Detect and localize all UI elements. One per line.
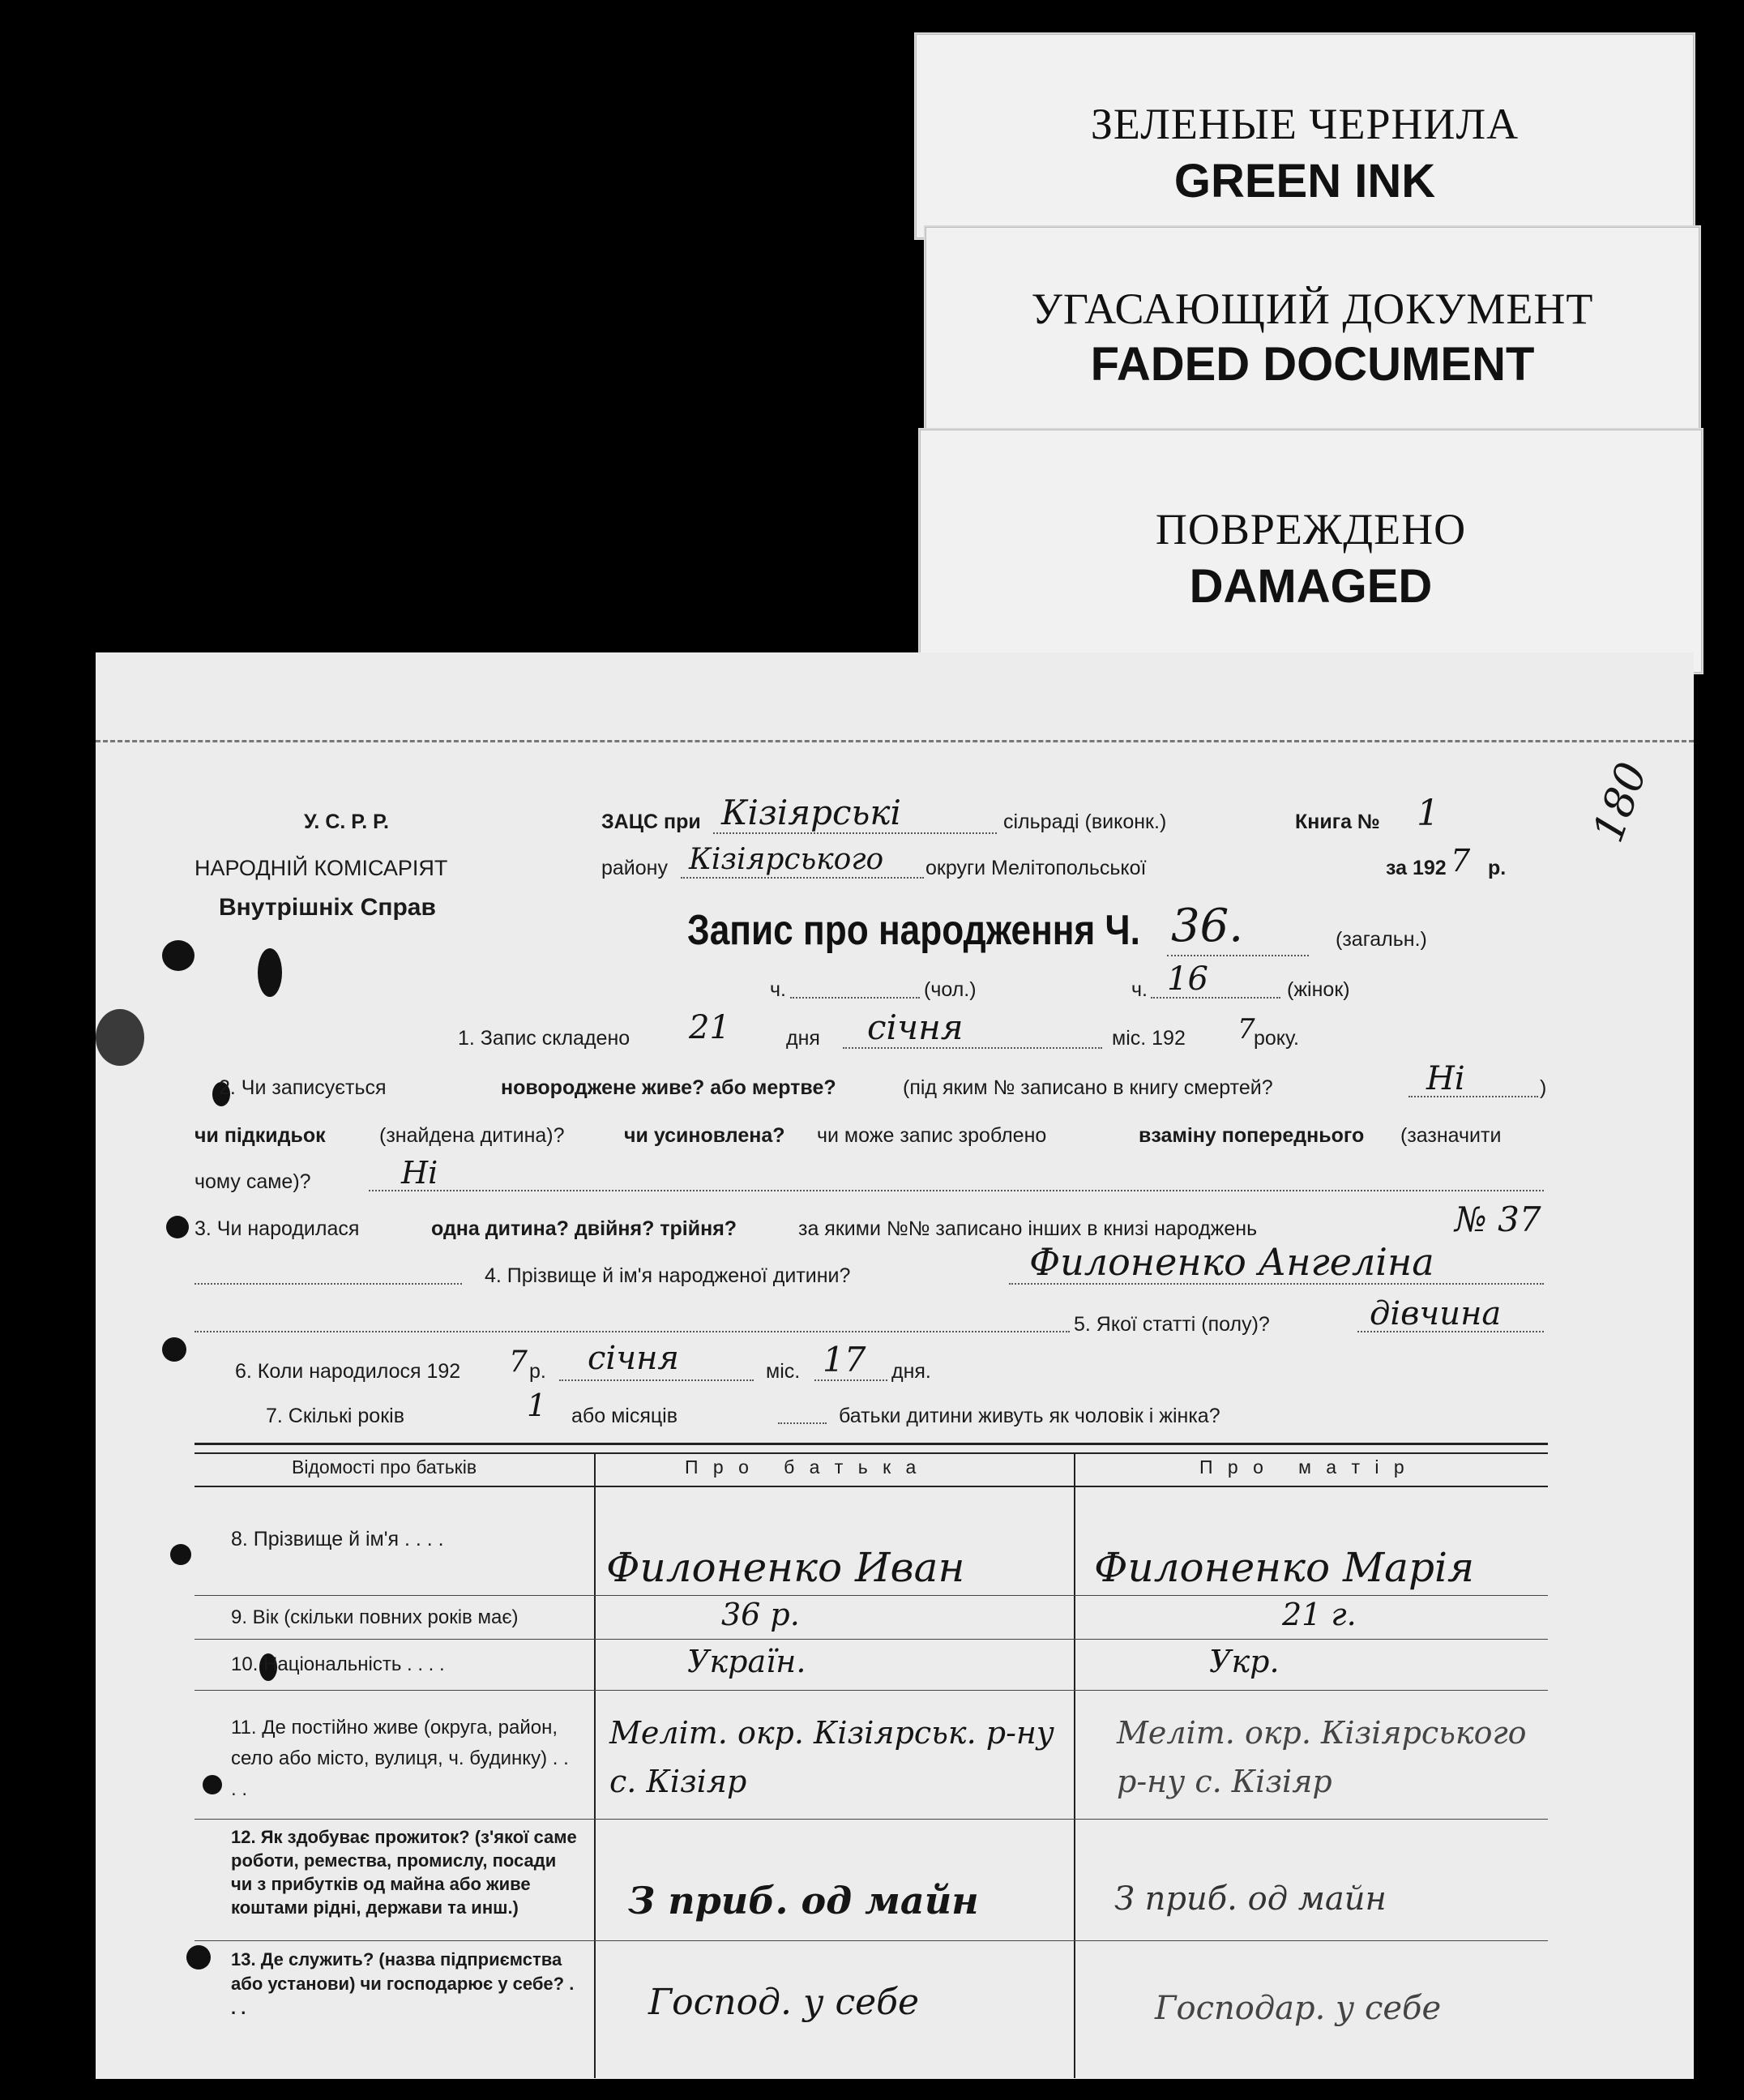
female-ch-label: ч. [1131,978,1148,1001]
q2-line2-b: (знайдена дитина)? [379,1124,565,1147]
q1-month-label: міс. 192 [1112,1027,1186,1050]
table-col-father: П р о б а т ь к а [685,1456,921,1478]
book-value: 1 [1417,793,1439,834]
year-label: за 192 [1386,857,1447,879]
year-value: 7 [1451,843,1471,879]
q3-label-a: 3. Чи народилася [194,1217,360,1240]
commissariat-label: НАРОДНІЙ КОМІСАРІЯТ [194,856,448,880]
ink-blot-icon [96,1009,144,1066]
q2-label-c: (під яким № записано в книгу смертей? [903,1076,1273,1099]
row-income-mother: З приб. од майн [1114,1880,1387,1918]
zags-label: ЗАЦС при [601,810,701,833]
row-age-label: 9. Вік (скільки повних років має) [231,1606,519,1628]
q2-line2-e: взаміну попереднього [1139,1124,1365,1147]
q7-months-line [778,1422,827,1424]
q7-years: 1 [527,1388,547,1423]
rayon-label: району [601,857,668,879]
male-ch-label: ч. [770,978,786,1001]
record-number: 36. [1171,900,1244,952]
q3-answer: № 37 [1455,1200,1541,1239]
margin-note: 180 [1584,756,1657,849]
record-number-line [1167,955,1309,956]
internal-affairs-label: Внутрішніх Справ [219,894,436,921]
row-service-mother: Господар. у себе [1155,1990,1442,2027]
hole-icon [258,948,282,997]
ussr-label: У. С. Р. Р. [304,810,389,833]
female-label: (жінок) [1287,978,1350,1001]
q6-day-line [814,1379,887,1381]
damaged-en: DAMAGED [1189,560,1433,613]
total-label: (загальн.) [1336,928,1427,951]
row-residence-mother: Меліт. окр. Кізіярського р-ну с. Кізіяр [1117,1715,1527,1799]
table-divider-2 [1074,1454,1075,2078]
damaged-tag [918,428,1703,674]
row-name-mother: Филоненко Марія [1094,1544,1475,1591]
q2-label-b: новороджене живе? або мертве? [501,1076,836,1099]
row-income-father: З приб. од майн [628,1879,979,1923]
q2-answer2: Ні [401,1155,438,1191]
selrada-label: сільраді (виконк.) [1003,810,1167,833]
hole-icon [203,1775,222,1794]
q2-close-paren: ) [1540,1076,1547,1099]
male-label: (чол.) [924,978,977,1001]
q6-day: 17 [823,1340,866,1379]
q2-line3-a: чому саме)? [194,1170,311,1193]
q4-label: 4. Прізвище й ім'я народженої дитини? [485,1264,851,1287]
row-residence-label: 11. Де постійно живе (округа, район, село або місто, вулиця, ч. будинку) . . . . [231,1717,569,1800]
q6-month-label: міс. [766,1360,801,1383]
green-ink-en: GREEN INK [1173,155,1436,207]
hole-icon [170,1544,191,1565]
row-divider [194,1595,1548,1596]
row-age-father: 36 р. [721,1597,800,1632]
q2-label-a: 2. Чи записується [219,1076,387,1099]
female-value: 16 [1167,960,1208,998]
record-title: Запис про народження Ч. [687,907,1140,954]
q2-line2-c: чи усиновлена? [624,1124,785,1147]
q6-year-value: 7 [509,1345,528,1379]
faded-document-tag [924,225,1701,446]
q4-left-line [194,1283,462,1285]
faded-ru: УГАСАЮЩИЙ ДОКУМЕНТ [1031,284,1594,333]
table-col-mother: П р о м а т і р [1199,1456,1409,1478]
table-top-border [194,1443,1548,1445]
q2-line2-d: чи може запис зроблено [817,1124,1047,1147]
table-col-parents: Відомості про батьків [292,1456,477,1478]
zags-value: Кізіярські [721,793,901,832]
q7-label-a: 7. Скількі років [266,1405,404,1427]
damaged-ru: ПОВРЕЖДЕНО [1155,505,1467,554]
male-line [790,997,920,999]
q6-label: 6. Коли народилося 192 [235,1360,461,1383]
green-ink-ru: ЗЕЛЕНЫЕ ЧЕРНИЛА [1090,100,1520,148]
q6-suffix: р. [529,1360,546,1383]
row-divider [194,1639,1548,1640]
q2-line2-f: (зазначити [1400,1124,1502,1147]
row-divider [194,1690,1548,1691]
q7-label-c: батьки дитини живуть як чоловік і жінка? [839,1405,1220,1427]
book-label: Книга № [1295,810,1380,833]
zags-line [713,832,997,834]
perforation-line [96,740,1694,742]
row-age-mother: 21 г. [1282,1597,1357,1632]
q2-answer1: Ні [1426,1060,1465,1097]
year-suffix: р. [1488,857,1507,879]
hole-icon [162,1337,186,1362]
q5-label: 5. Якої статті (полу)? [1074,1313,1270,1336]
q7-label-b: або місяців [571,1405,678,1427]
q1-day: 21 [689,1009,730,1046]
row-service-label: 13. Де служить? (назва підприємства або установи) чи господарює у себе? . . . [231,1949,575,2018]
hole-icon [162,940,194,971]
q5-answer: дівчина [1370,1295,1502,1332]
q2-answer2-line [369,1190,1544,1191]
q3-label-c: за якими №№ записано інших в книзі народжень [798,1217,1258,1240]
row-nationality-label: 10. Національність . . . . [231,1653,445,1675]
q1-year-suffix: року. [1254,1027,1299,1050]
q2-line2-a: чи підкидьок [194,1124,326,1147]
q6-month-line [559,1379,754,1381]
table-header-border [194,1486,1548,1487]
table-top-border-2 [194,1452,1548,1454]
q4-answer: Филоненко Ангеліна [1029,1240,1434,1284]
q1-label: 1. Запис складено [458,1027,630,1050]
q6-day-label: дня. [891,1360,931,1383]
row-residence-father: Меліт. окр. Кізіярськ. р-ну с. Кізіяр [609,1715,1054,1799]
hole-icon [166,1216,189,1238]
green-ink-tag [914,32,1695,240]
faded-en: FADED DOCUMENT [1090,338,1535,391]
rayon-line [681,877,924,879]
row-divider [194,1819,1548,1820]
row-name-label: 8. Прізвище й ім'я . . . . [231,1528,444,1550]
rayon-value: Кізіярського [689,843,884,876]
row-name-father: Филоненко Иван [606,1544,965,1591]
row-service-father: Господ. у себе [648,1982,920,2023]
row-nationality-mother: Укр. [1209,1644,1280,1679]
q1-year-value: 7 [1237,1013,1255,1046]
row-divider [194,1940,1548,1941]
q3-label-b: одна дитина? двійня? трійня? [431,1217,737,1240]
q1-month: січня [867,1007,964,1047]
table-divider-1 [594,1454,596,2078]
q1-month-line [843,1047,1102,1049]
okrug-label: округи Мелітопольської [925,857,1147,879]
q5-left-line [194,1331,1070,1332]
row-income-label: 12. Як здобуває прожиток? (з'якої саме роботи, ремества, промислу, посади чи з прибутків од майна або живе коштами рідні, держави та инш.) [231,1827,577,1918]
q6-month: січня [588,1340,679,1377]
q1-day-word: дня [786,1027,820,1050]
hole-icon [186,1945,211,1970]
row-nationality-father: Україн. [687,1644,806,1679]
